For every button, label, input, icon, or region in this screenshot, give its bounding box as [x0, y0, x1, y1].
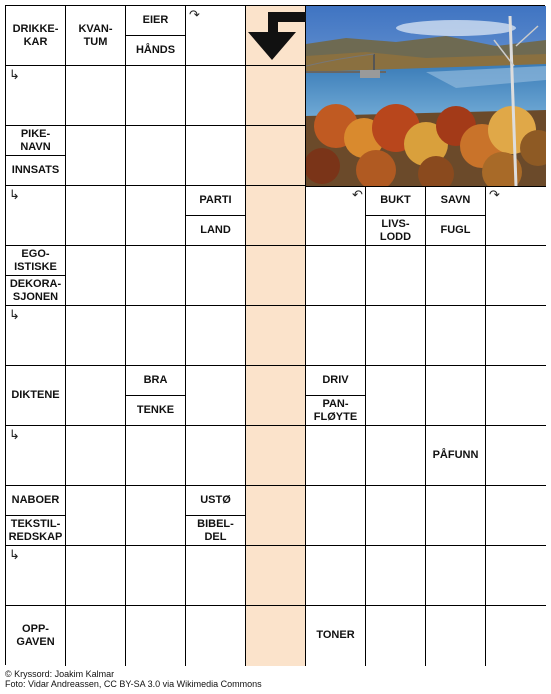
clue-parti: PARTI: [186, 186, 245, 216]
grid-cell-r9-c4[interactable]: [246, 546, 306, 606]
clue-bra: BRA: [126, 366, 185, 396]
clue-diktene: DIKTENE: [11, 389, 60, 401]
clue-direction-arrow-icon: ↷: [189, 7, 200, 22]
landscape-photo: [306, 6, 546, 186]
grid-cell-r5-c3[interactable]: [186, 306, 246, 366]
grid-cell-r8-c8[interactable]: [486, 486, 546, 546]
clue-fugl: FUGL: [440, 224, 471, 236]
clue-bukt: BUKT: [366, 186, 425, 216]
grid-cell-r8-c6[interactable]: [366, 486, 426, 546]
grid-cell-r1-c3[interactable]: [186, 66, 246, 126]
clue-eier: EIER: [126, 6, 185, 36]
grid-cell-r9-c6[interactable]: [366, 546, 426, 606]
grid-cell-r9-c7[interactable]: [426, 546, 486, 606]
clue-direction-arrow-icon: ↷: [489, 187, 500, 202]
clue-kvantum: KVAN- TUM: [78, 22, 113, 48]
grid-cell-r10-c7[interactable]: [426, 606, 486, 666]
grid-cell-r4-c2[interactable]: [126, 246, 186, 306]
grid-cell-r10-c8[interactable]: [486, 606, 546, 666]
grid-cell-r7-c3[interactable]: [186, 426, 246, 486]
clue-dekorasjonen: DEKORA- SJONEN: [9, 277, 62, 303]
crossword-photo: [306, 6, 546, 187]
clue-land: LAND: [200, 224, 231, 236]
grid-cell-r5-c1[interactable]: [66, 306, 126, 366]
grid-cell-r1-c4[interactable]: [246, 66, 306, 126]
grid-cell-r3-c4[interactable]: [246, 186, 306, 246]
grid-cell-r2-c2[interactable]: [126, 126, 186, 186]
grid-cell-r6-c3[interactable]: [186, 366, 246, 426]
clue-livslodd: LIVS- LODD: [379, 217, 412, 243]
grid-cell-r10-c2[interactable]: [126, 606, 186, 666]
solution-arrow-icon: [248, 12, 306, 66]
grid-cell-r7-c2[interactable]: [126, 426, 186, 486]
grid-cell-r4-c5[interactable]: [306, 246, 366, 306]
clue-egoistiske: EGO- ISTISKE: [6, 246, 65, 276]
clue-direction-arrow-icon: ↶: [352, 187, 363, 202]
grid-cell-r7-c4[interactable]: [246, 426, 306, 486]
clue-driv: DRIV: [306, 366, 365, 396]
grid-cell-r2-c3[interactable]: [186, 126, 246, 186]
grid-cell-r10-c1[interactable]: [66, 606, 126, 666]
credit-crossword: © Kryssord: Joakim Kalmar: [5, 669, 115, 679]
grid-cell-r1-c2[interactable]: [126, 66, 186, 126]
grid-cell-r6-c1[interactable]: [66, 366, 126, 426]
crossword-grid: [5, 5, 545, 665]
clue-pafunn: PÅFUNN: [432, 449, 479, 461]
clue-usto: USTØ: [186, 486, 245, 516]
grid-cell-r10-c3[interactable]: [186, 606, 246, 666]
grid-cell-r9-c8[interactable]: [486, 546, 546, 606]
grid-cell-r7-c6[interactable]: [366, 426, 426, 486]
clue-drikkekar: DRIKKE- KAR: [12, 22, 59, 48]
clue-savn: SAVN: [426, 186, 485, 216]
grid-cell-r5-c7[interactable]: [426, 306, 486, 366]
grid-cell-r7-c1[interactable]: [66, 426, 126, 486]
grid-cell-r1-c1[interactable]: [66, 66, 126, 126]
clue-direction-arrow-icon: ↳: [9, 307, 20, 322]
grid-cell-r4-c3[interactable]: [186, 246, 246, 306]
grid-cell-r5-c6[interactable]: [366, 306, 426, 366]
grid-cell-r2-c4[interactable]: [246, 126, 306, 186]
grid-cell-r4-c6[interactable]: [366, 246, 426, 306]
grid-cell-r8-c2[interactable]: [126, 486, 186, 546]
clue-tekstilredskap: TEKSTIL- REDSKAP: [8, 517, 63, 543]
grid-cell-r10-c6[interactable]: [366, 606, 426, 666]
grid-cell-r8-c1[interactable]: [66, 486, 126, 546]
grid-cell-r5-c2[interactable]: [126, 306, 186, 366]
grid-cell-r3-c1[interactable]: [66, 186, 126, 246]
grid-cell-r7-c5[interactable]: [306, 426, 366, 486]
grid-cell-r8-c7[interactable]: [426, 486, 486, 546]
clue-pikenavn: PIKE- NAVN: [6, 126, 65, 156]
grid-cell-r8-c5[interactable]: [306, 486, 366, 546]
grid-cell-r6-c6[interactable]: [366, 366, 426, 426]
credits: [5, 669, 262, 689]
grid-cell-r5-c8[interactable]: [486, 306, 546, 366]
grid-cell-r4-c4[interactable]: [246, 246, 306, 306]
grid-cell-r9-c1[interactable]: [66, 546, 126, 606]
grid-cell-r4-c8[interactable]: [486, 246, 546, 306]
grid-cell-r6-c7[interactable]: [426, 366, 486, 426]
clue-hands: HÅNDS: [135, 44, 176, 56]
grid-cell-r9-c2[interactable]: [126, 546, 186, 606]
grid-cell-r8-c4[interactable]: [246, 486, 306, 546]
grid-cell-r4-c1[interactable]: [66, 246, 126, 306]
clue-direction-arrow-icon: ↳: [9, 427, 20, 442]
grid-cell-r5-c5[interactable]: [306, 306, 366, 366]
clue-panfloyte: PAN- FLØYTE: [313, 397, 358, 423]
clue-direction-arrow-icon: ↳: [9, 547, 20, 562]
grid-cell-r6-c8[interactable]: [486, 366, 546, 426]
grid-cell-r3-c2[interactable]: [126, 186, 186, 246]
clue-oppgaven: OPP- GAVEN: [16, 622, 55, 648]
clue-innsats: INNSATS: [11, 164, 60, 176]
grid-cell-r10-c4[interactable]: [246, 606, 306, 666]
clue-direction-arrow-icon: ↳: [9, 187, 20, 202]
clue-bibeldel: BIBEL- DEL: [197, 517, 234, 543]
clue-direction-arrow-icon: ↳: [9, 67, 20, 82]
clue-naboer: NABOER: [6, 486, 65, 516]
grid-cell-r9-c5[interactable]: [306, 546, 366, 606]
grid-cell-r9-c3[interactable]: [186, 546, 246, 606]
grid-cell-r2-c1[interactable]: [66, 126, 126, 186]
clue-toner: TONER: [316, 629, 355, 641]
clue-tenke: TENKE: [136, 404, 175, 416]
grid-cell-r4-c7[interactable]: [426, 246, 486, 306]
grid-cell-r5-c4[interactable]: [246, 306, 306, 366]
grid-cell-r6-c4[interactable]: [246, 366, 306, 426]
grid-cell-r7-c8[interactable]: [486, 426, 546, 486]
credit-photo: Foto: Vidar Andreassen, CC BY-SA 3.0 via Wikimedia Commons: [5, 679, 262, 689]
